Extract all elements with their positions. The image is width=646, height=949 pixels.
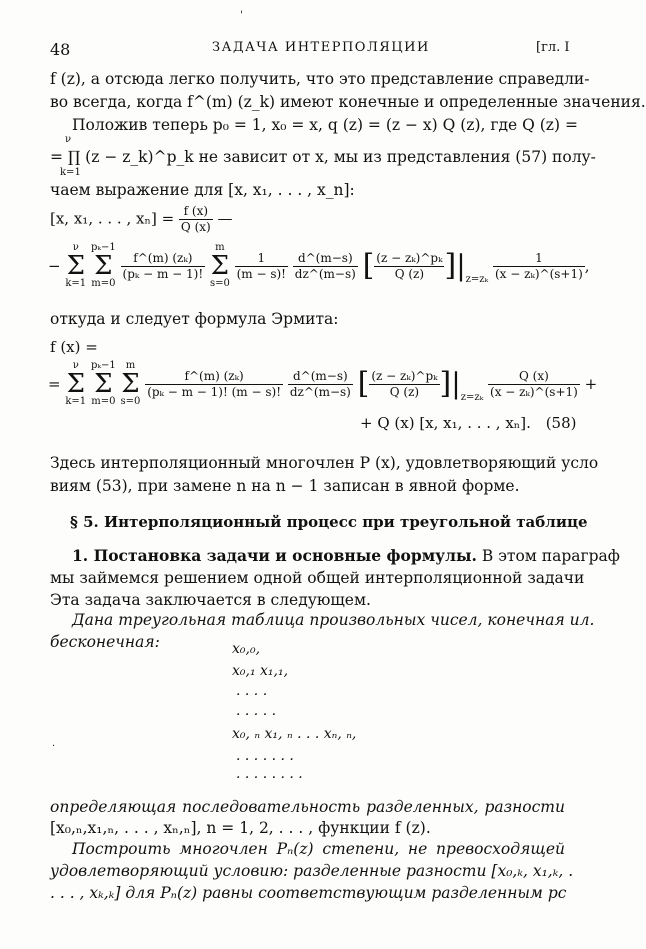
- equation-1: [50, 204, 233, 235]
- eq4-frac-5: $\frac{Q (x)}{\text{(x − zₖ)\textasciicircum{}(s+1)}}$: [490, 368, 578, 399]
- eq2-lead: −: [48, 257, 61, 275]
- eq4-lead: =: [48, 375, 61, 393]
- text-line-2: во всегда, когда f^(m) (z_k) имеют конечные и определенные значения.: [50, 93, 646, 111]
- equation-4: [48, 361, 597, 407]
- table-row-7: . . . . . . . .: [236, 766, 303, 782]
- eq2-tail: ,: [584, 257, 590, 275]
- eq2-bracket-close: ]: [444, 248, 457, 283]
- page-number: 48: [50, 40, 71, 59]
- sub-line-3: Эта задача заключается в следующем.: [50, 591, 371, 609]
- table-row-2: x₀,₁ x₁,₁,: [232, 663, 289, 679]
- chapter-label: [гл. I: [536, 40, 570, 55]
- text-line-5: чаем выражение для [x, x₁, . . . , x_n]:: [50, 181, 355, 199]
- table-row-3: . . . .: [236, 683, 268, 699]
- eq4-bracket-open: [: [357, 366, 370, 401]
- sub-line-4: Дана треугольная таблица произвольных чисел, конечная ил.: [72, 611, 595, 629]
- table-row-6: . . . . . . .: [236, 748, 294, 764]
- eq4-eval: z=zₖ: [460, 392, 484, 403]
- sub-line-5: бесконечная:: [50, 633, 160, 651]
- eq2-bracket-open: [: [362, 248, 375, 283]
- otkuda-line: откуда и следует формула Эрмита:: [50, 310, 339, 328]
- eq4-sum-m: pₖ−1 Σ m=0: [90, 360, 116, 407]
- eq5-body: + Q (x) [x, x₁, . . . , xₙ].: [360, 414, 531, 432]
- eq2-frac-5: $\frac{1}{\text{(x − zₖ)\textasciicircum{}(s+1)}}$: [495, 250, 583, 281]
- eq4-frac-1: $\frac{\text{f\textasciicircum{}(m) (zₖ)}}{\text{(pₖ − m − 1)! (m − s)!}}$: [147, 368, 282, 399]
- eq2-frac-2: $\frac{1}{(m - s)!}$: [236, 250, 286, 281]
- eq1-den: Q (x): [180, 220, 211, 234]
- eq2-frac-3: $\frac{d\^{}(m-s)}{dz\^{}(m-s)}$: [294, 250, 356, 281]
- final-line-4: удовлетворяющий условию: разделенные разности [x₀,ₖ, x₁,ₖ, .: [50, 862, 574, 880]
- eq2-sum-k: ν Σ k=1: [65, 242, 87, 289]
- eq5-number: (58): [545, 414, 577, 432]
- final-line-2: [x₀,ₙ,x₁,ₙ, . . . , xₙ,ₙ], n = 1, 2, . . . , функции f (z).: [50, 819, 431, 837]
- eq1-num: f (x): [179, 204, 213, 220]
- running-title: ЗАДАЧА ИНТЕРПОЛЯЦИИ: [212, 40, 430, 55]
- eq2-eval: z=zₖ: [465, 274, 489, 285]
- margin-dot: .: [52, 738, 56, 749]
- eq2-sum-m: pₖ−1 Σ m=0: [90, 242, 116, 289]
- final-line-1: определяющая последовательность разделенных, разности: [50, 798, 565, 816]
- subsection-rest: В этом параграф: [481, 547, 620, 565]
- text-line-1: f (z), а отсюда легко получить, что это представление справедли-: [50, 70, 590, 88]
- table-row-1: x₀,₀,: [232, 641, 261, 657]
- text-line-4: = ∏ (z − z_k)^p_k не зависит от x, мы из представления (57) полу-: [50, 148, 596, 166]
- eq1-lhs: [x, x₁, . . . , xₙ] =: [50, 209, 175, 228]
- eq4-tail: +: [584, 375, 598, 393]
- final-line-5: . . . , xₖ,ₖ] для Pₙ(z) равны соответствующим разделенным рс: [50, 884, 567, 902]
- eq2-frac-1: $\frac{\text{f\textasciicircum{}(m) (zₖ)}}{\text{(pₖ − m − 1)!}}$: [122, 250, 204, 281]
- eq4-eval-bar: |: [451, 367, 461, 400]
- equation-2: [48, 243, 590, 289]
- product-limit-bottom: k=1: [60, 167, 81, 178]
- eq4-sum-s: m Σ s=0: [120, 360, 141, 407]
- final-line-3: Построить многочлен Pₙ(z) степени, не превосходящей: [72, 840, 565, 858]
- table-row-5: x₀, ₙ x₁, ₙ . . . xₙ, ₙ,: [232, 726, 357, 742]
- eq4-sum-k: ν Σ k=1: [65, 360, 87, 407]
- equation-3: f (x) =: [50, 338, 98, 356]
- section-heading: § 5. Интерполяционный процесс при треугольной таблице: [70, 513, 588, 531]
- text-line-3: Положив теперь p₀ = 1, x₀ = x, q (z) = (z − x) Q (z), где Q (z) =: [72, 116, 578, 134]
- eq2-eval-bar: |: [456, 249, 466, 282]
- subsection-title: 1. Постановка задачи и основные формулы.: [72, 546, 477, 565]
- para-line-1: Здесь интерполяционный многочлен P (x), удовлетворяющий усло: [50, 454, 599, 472]
- eq4-bracket-close: ]: [439, 366, 452, 401]
- eq2-sum-s: m Σ s=0: [209, 242, 230, 289]
- para-line-2: виям (53), при замене n на n − 1 записан в явной форме.: [50, 477, 520, 495]
- sub-line-2: мы займемся решением одной общей интерполяционной задачи: [50, 569, 585, 587]
- top-mark: ': [240, 10, 243, 21]
- eq4-frac-4: $\frac{\text{(z − zₖ)\textasciicircum{}pₖ}}{Q (z)}$: [371, 368, 438, 399]
- eq4-frac-3: $\frac{d\^{}(m-s)}{dz\^{}(m-s)}$: [289, 368, 351, 399]
- eq1-minus: —: [217, 209, 233, 228]
- eq1-fraction: [179, 204, 213, 235]
- eq2-frac-4: $\frac{\text{(z − zₖ)\textasciicircum{}pₖ}}{Q (z)}$: [376, 250, 443, 281]
- table-row-4: . . . . .: [236, 703, 277, 719]
- product-limit-top: ν: [65, 134, 72, 145]
- subsection-line: [72, 545, 620, 567]
- equation-5: [360, 414, 576, 432]
